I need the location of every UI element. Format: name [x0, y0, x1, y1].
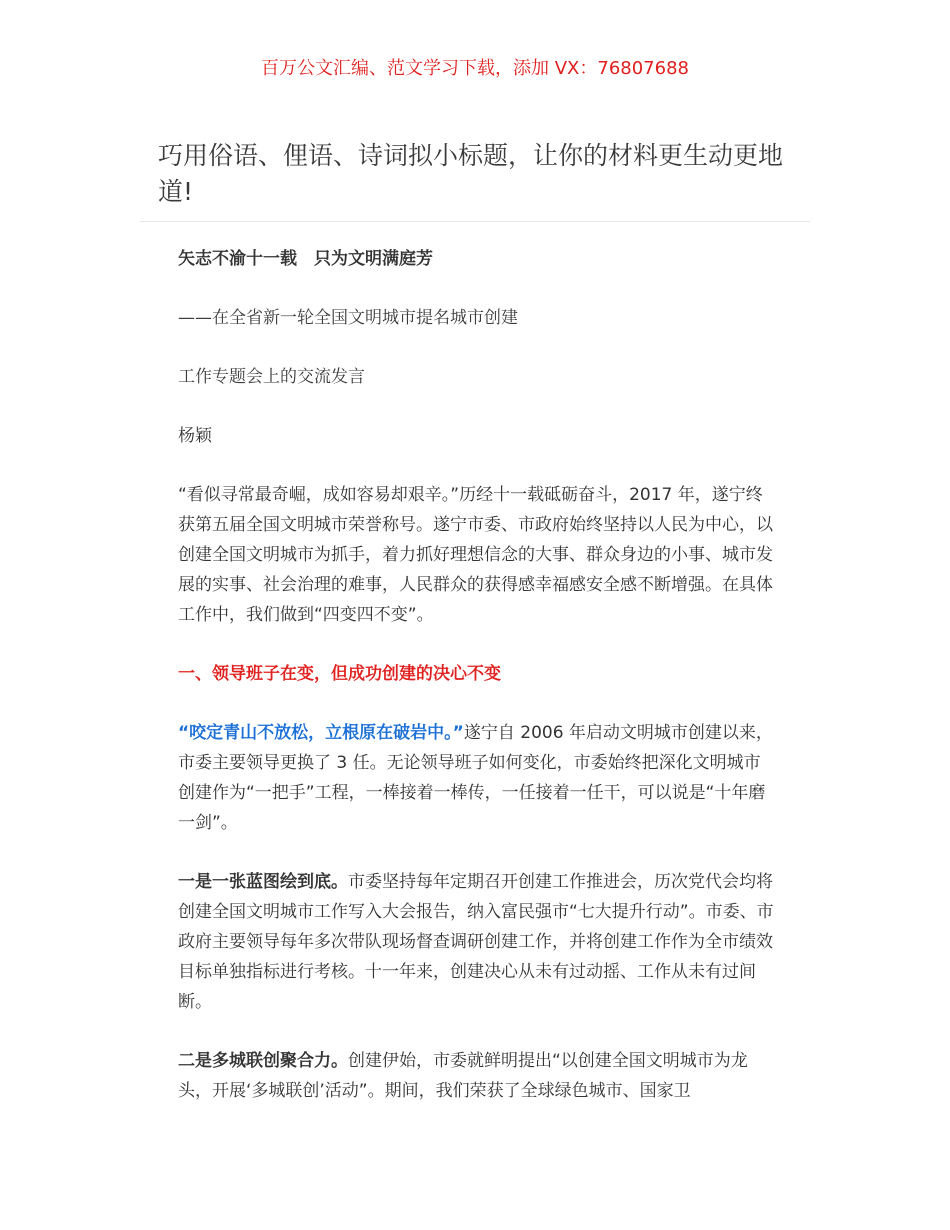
speech-subtitle-line-2: 工作专题会上的交流发言: [178, 367, 365, 387]
point-lead-2: 二是多城联创聚合力。: [178, 1051, 348, 1071]
article-body: [178, 244, 774, 1135]
point-lead-1: 一是一张蓝图绘到底。: [178, 872, 348, 892]
section-paragraph: [178, 718, 774, 838]
speech-heading: 矢志不渝十一载 只为文明满庭芳: [178, 249, 433, 269]
point-paragraph-1: [178, 867, 774, 1017]
title-divider: [140, 221, 810, 222]
author-name: 杨颖: [178, 426, 212, 446]
section-quote: “咬定青山不放松，立根原在破岩中。”: [178, 723, 464, 743]
page-title: 巧用俗语、俚语、诗词拟小标题，让你的材料更生动更地道!: [158, 141, 784, 206]
watermark-banner: 百万公文汇编、范文学习下载，添加 VX：76807688: [261, 58, 689, 79]
section-text: 遂宁自 2006 年启动文明城市创建以来，市委主要领导更换了 3 任。无论领导班子如何变化，市委始终把深化文明城市创建作为“一把手”工程，一棒接着一棒传，一任接着一任干，可以说是“十年磨一剑”。: [178, 723, 773, 833]
intro-paragraph: “看似寻常最奇崛，成如容易却艰辛。”历经十一载砥砺奋斗，2017 年，遂宁终获第五届全国文明城市荣誉称号。遂宁市委、市政府始终坚持以人民为中心，以创建全国文明城市为抓手，着力抓好理想信念的大事、群众身边的小事、城市发展的实事、社会治理的难事，人民群众的获得感幸福感安全感不断增强。在具体工作中，我们做到“四变四不变”。: [178, 485, 773, 625]
point-paragraph-2: [178, 1046, 774, 1106]
speech-subtitle-line-1: ——在全省新一轮全国文明城市提名城市创建: [178, 308, 518, 328]
section-heading: 一、领导班子在变，但成功创建的决心不变: [178, 664, 501, 684]
point-text-2: 创建伊始，市委就鲜明提出“以创建全国文明城市为龙头，开展‘多城联创’活动”。期间，我们荣获了全球绿色城市、国家卫: [178, 1051, 748, 1101]
point-text-1: 市委坚持每年定期召开创建工作推进会，历次党代会均将创建全国文明城市工作写入大会报告，纳入富民强市“七大提升行动”。市委、市政府主要领导每年多次带队现场督查调研创建工作，并将创建工作作为全市绩效目标单独指标进行考核。十一年来，创建决心从未有过动摇、工作从未有过间断。: [178, 872, 774, 1012]
